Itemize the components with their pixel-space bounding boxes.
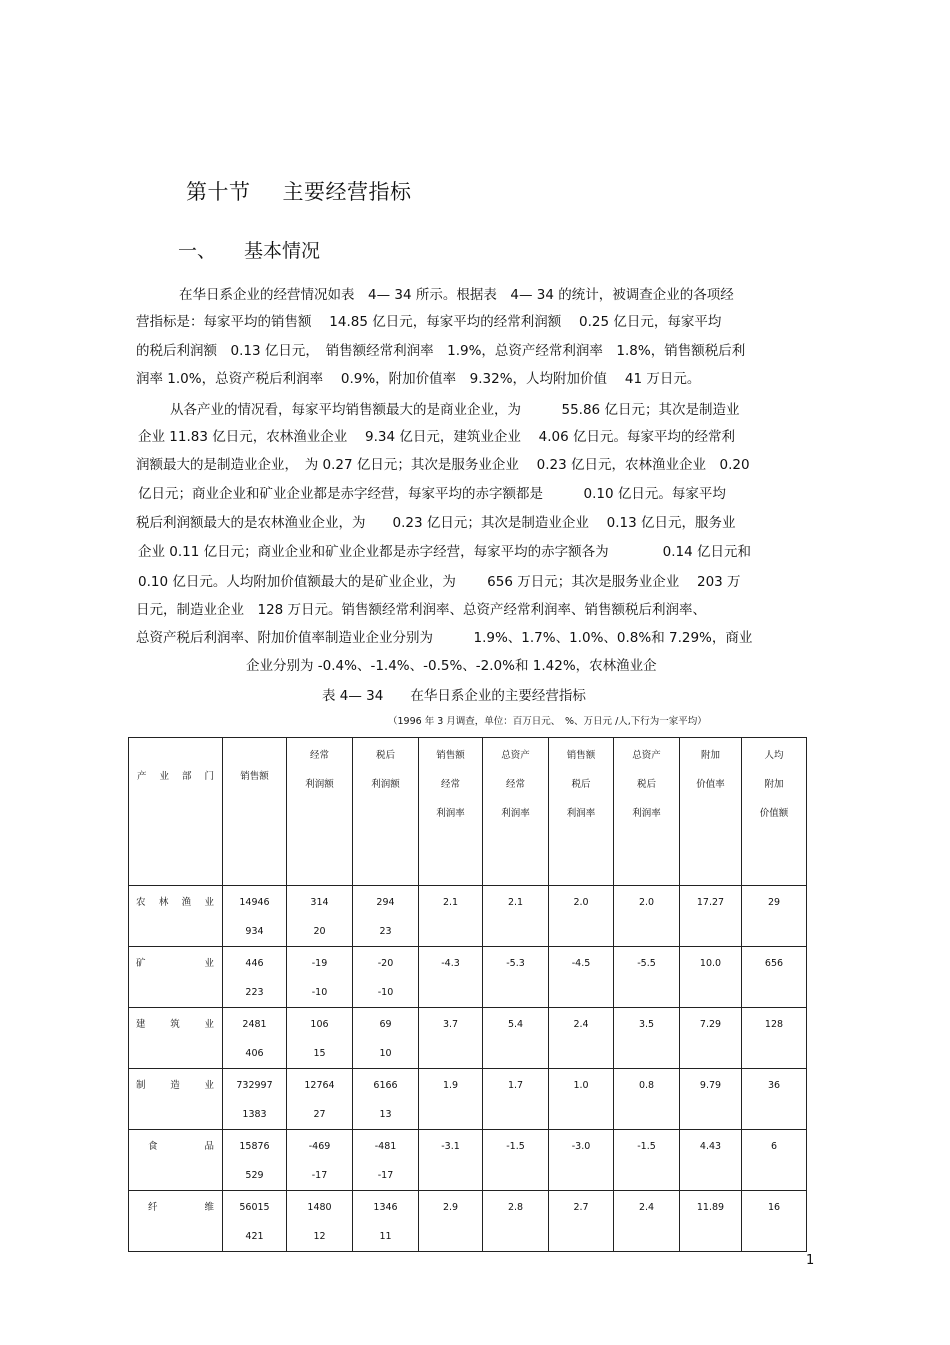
cell-sales-net-rate: -3.0 <box>549 1130 614 1191</box>
paragraph-1-line: 在华日系企业的经营情况如表 4— 34 所示。根据表 4— 34 的统计，被调查企业的各项经 <box>179 287 734 303</box>
cell-value-added-per-person: 656 <box>742 947 807 1008</box>
cell-assets-op-rate: 5.4 <box>483 1008 549 1069</box>
cell-op-profit: 1480 12 <box>287 1191 353 1252</box>
table-row <box>129 947 807 1008</box>
table-row <box>129 1191 807 1252</box>
paragraph-2-line: 企业分别为 -0.4%、-1.4%、-0.5%、-2.0%和 1.42%，农林渔业企 <box>246 658 657 674</box>
subsection-label: 一、 <box>178 240 217 262</box>
cell-value-added-rate: 7.29 <box>680 1008 742 1069</box>
cell-assets-net-rate: 2.0 <box>614 886 680 947</box>
cell-sales: 446 223 <box>223 947 287 1008</box>
cell-assets-net-rate: 0.8 <box>614 1069 680 1130</box>
section-heading: 主要经营指标 <box>282 180 412 204</box>
header-sales: 销售额 <box>223 738 287 886</box>
cell-dept: 建筑业 <box>129 1008 223 1069</box>
cell-sales: 14946 934 <box>223 886 287 947</box>
header-sales-net-rate: 销售额 税后 利润率 <box>549 738 614 886</box>
cell-op-profit: 106 15 <box>287 1008 353 1069</box>
cell-value-added-rate: 17.27 <box>680 886 742 947</box>
paragraph-1-line: 营指标是：每家平均的销售额 14.85 亿日元，每家平均的经常利润额 0.25 亿日元，每家平均 <box>136 314 722 330</box>
cell-assets-net-rate: 2.4 <box>614 1191 680 1252</box>
cell-net-profit: -481 -17 <box>353 1130 419 1191</box>
cell-op-profit: -19 -10 <box>287 947 353 1008</box>
cell-sales-op-rate: 1.9 <box>419 1069 483 1130</box>
header-dept: 产 业 部 门 <box>129 738 223 886</box>
header-value-added-per-person: 人均 附加 价值额 <box>742 738 807 886</box>
subsection-heading: 基本情况 <box>244 240 321 262</box>
cell-sales-op-rate: 3.7 <box>419 1008 483 1069</box>
subsection-title <box>178 236 320 263</box>
cell-value-added-rate: 9.79 <box>680 1069 742 1130</box>
table-caption: 表 4— 34 在华日系企业的主要经营指标 <box>322 688 586 704</box>
paragraph-2-line: 日元，制造业企业 128 万日元。销售额经常利润率、总资产经常利润率、销售额税后利润率、 <box>136 602 707 618</box>
paragraph-2-line: 亿日元；商业企业和矿业企业都是赤字经营，每家平均的赤字额都是 0.10 亿日元。每家平均 <box>138 486 726 502</box>
header-net-profit: 税后 利润额 <box>353 738 419 886</box>
cell-sales-net-rate: -4.5 <box>549 947 614 1008</box>
section-label: 第十节 <box>186 180 251 204</box>
cell-sales-op-rate: -4.3 <box>419 947 483 1008</box>
cell-op-profit: 12764 27 <box>287 1069 353 1130</box>
cell-sales: 2481 406 <box>223 1008 287 1069</box>
cell-assets-net-rate: 3.5 <box>614 1008 680 1069</box>
cell-sales-op-rate: 2.9 <box>419 1191 483 1252</box>
cell-sales: 732997 1383 <box>223 1069 287 1130</box>
paragraph-2-line: 税后利润额最大的是农林渔业企业，为 0.23 亿日元；其次是制造业企业 0.13 亿日元，服务业 <box>136 515 736 531</box>
table-note: （1996 年 3 月调查，单位：百万日元、 %、万日元 /人,下行为一家平均） <box>388 716 707 727</box>
cell-sales: 15876 529 <box>223 1130 287 1191</box>
cell-value-added-per-person: 6 <box>742 1130 807 1191</box>
cell-assets-net-rate: -1.5 <box>614 1130 680 1191</box>
cell-sales-net-rate: 2.7 <box>549 1191 614 1252</box>
cell-net-profit: 69 10 <box>353 1008 419 1069</box>
cell-op-profit: 314 20 <box>287 886 353 947</box>
header-value-added-rate: 附加 价值率 <box>680 738 742 886</box>
cell-dept: 制造业 <box>129 1069 223 1130</box>
cell-op-profit: -469 -17 <box>287 1130 353 1191</box>
cell-value-added-rate: 4.43 <box>680 1130 742 1191</box>
paragraph-2-line: 企业 11.83 亿日元，农林渔业企业 9.34 亿日元，建筑业企业 4.06 亿日元。每家平均的经常利 <box>138 429 736 445</box>
cell-assets-op-rate: 2.8 <box>483 1191 549 1252</box>
cell-value-added-rate: 11.89 <box>680 1191 742 1252</box>
page-number: 1 <box>806 1253 815 1268</box>
cell-assets-op-rate: -5.3 <box>483 947 549 1008</box>
cell-dept: 食品 <box>129 1130 223 1191</box>
cell-sales-net-rate: 2.0 <box>549 886 614 947</box>
cell-dept: 农林渔业 <box>129 886 223 947</box>
cell-value-added-per-person: 128 <box>742 1008 807 1069</box>
paragraph-2-line: 0.10 亿日元。人均附加价值额最大的是矿业企业，为 656 万日元；其次是服务业企业 203 万 <box>138 574 741 590</box>
paragraph-1-line: 的税后利润额 0.13 亿日元， 销售额经常利润率 1.9%，总资产经常利润率 1.8%，销售额税后利 <box>136 343 746 359</box>
cell-net-profit: 294 23 <box>353 886 419 947</box>
table-header-row <box>129 738 807 886</box>
section-title <box>186 176 412 206</box>
cell-dept: 矿业 <box>129 947 223 1008</box>
header-assets-net-rate: 总资产 税后 利润率 <box>614 738 680 886</box>
table-row <box>129 1069 807 1130</box>
cell-assets-op-rate: 1.7 <box>483 1069 549 1130</box>
cell-assets-op-rate: -1.5 <box>483 1130 549 1191</box>
cell-value-added-per-person: 36 <box>742 1069 807 1130</box>
header-op-profit: 经常 利润额 <box>287 738 353 886</box>
cell-sales: 56015 421 <box>223 1191 287 1252</box>
cell-value-added-per-person: 29 <box>742 886 807 947</box>
table-row <box>129 1008 807 1069</box>
cell-net-profit: 1346 11 <box>353 1191 419 1252</box>
cell-net-profit: 6166 13 <box>353 1069 419 1130</box>
cell-value-added-per-person: 16 <box>742 1191 807 1252</box>
cell-sales-net-rate: 1.0 <box>549 1069 614 1130</box>
indicator-table <box>128 737 807 1252</box>
cell-sales-net-rate: 2.4 <box>549 1008 614 1069</box>
header-sales-op-rate: 销售额 经常 利润率 <box>419 738 483 886</box>
table-row <box>129 886 807 947</box>
paragraph-2-line: 企业 0.11 亿日元；商业企业和矿业企业都是赤字经营，每家平均的赤字额各为 0.14 亿日元和 <box>138 544 751 560</box>
cell-sales-op-rate: -3.1 <box>419 1130 483 1191</box>
cell-sales-op-rate: 2.1 <box>419 886 483 947</box>
cell-assets-net-rate: -5.5 <box>614 947 680 1008</box>
paragraph-2-line: 从各产业的情况看，每家平均销售额最大的是商业企业，为 55.86 亿日元；其次是制造业 <box>170 402 740 418</box>
header-assets-op-rate: 总资产 经常 利润率 <box>483 738 549 886</box>
paragraph-2-line: 总资产税后利润率、附加价值率制造业企业分别为 1.9%、1.7%、1.0%、0.8%和 7.29%，商业 <box>136 630 753 646</box>
cell-dept: 纤维 <box>129 1191 223 1252</box>
paragraph-1-line: 润率 1.0%，总资产税后利润率 0.9%，附加价值率 9.32%，人均附加价值 41 万日元。 <box>136 371 701 387</box>
cell-net-profit: -20 -10 <box>353 947 419 1008</box>
paragraph-2-line: 润额最大的是制造业企业， 为 0.27 亿日元；其次是服务业企业 0.23 亿日元，农林渔业企业 0.20 <box>136 457 750 473</box>
table-row <box>129 1130 807 1191</box>
cell-value-added-rate: 10.0 <box>680 947 742 1008</box>
cell-assets-op-rate: 2.1 <box>483 886 549 947</box>
